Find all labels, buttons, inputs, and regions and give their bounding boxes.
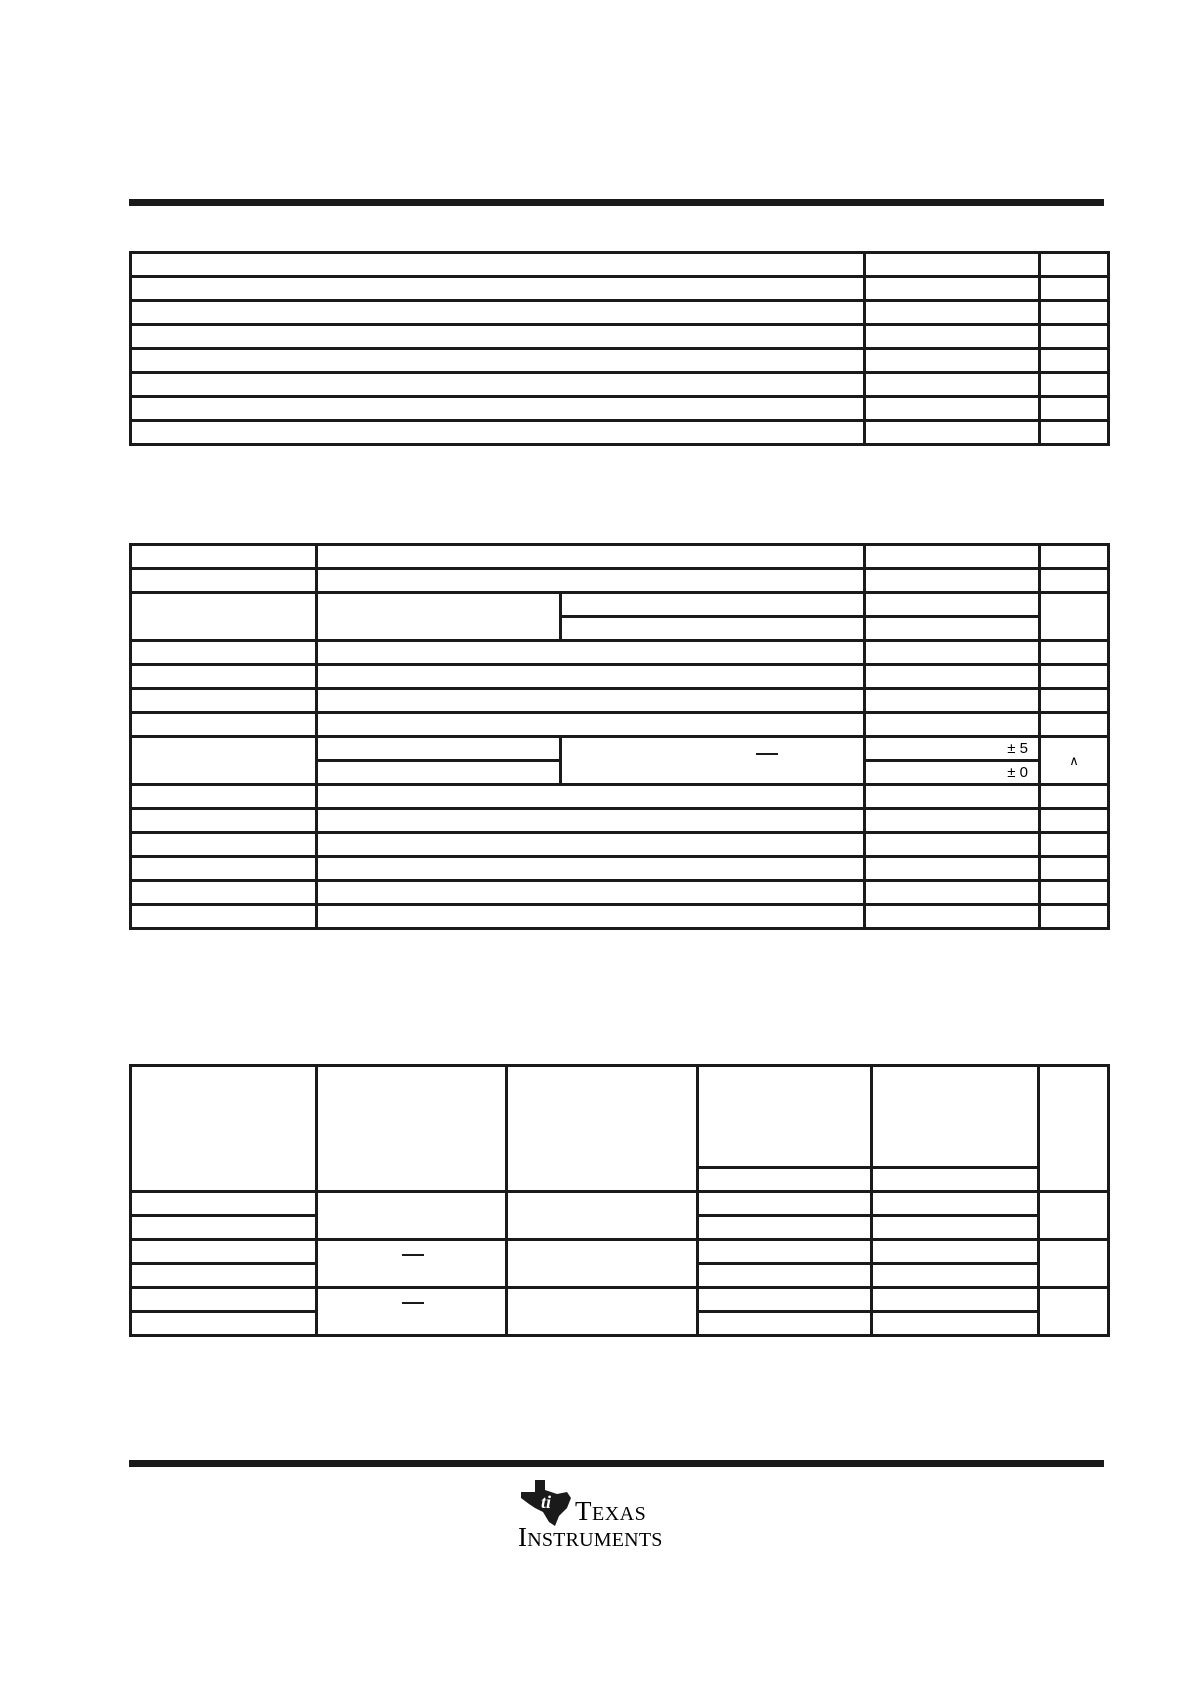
table-row: [131, 905, 1109, 929]
table-row: [131, 1192, 1109, 1216]
table-header-row: [131, 1066, 1109, 1168]
logo-line-texas: TEXAS: [575, 1496, 647, 1526]
value-cell: ± 5: [865, 737, 1040, 761]
overbar-mark: [756, 753, 778, 755]
unit-cell: ∧: [1040, 737, 1109, 785]
table-row: [131, 569, 1109, 593]
table-row: [131, 665, 1109, 689]
table-row: [131, 881, 1109, 905]
header-rule: [129, 199, 1104, 206]
texas-state-ti-logo-icon: [515, 1478, 577, 1528]
overbar-mark: [402, 1254, 424, 1256]
table-row: [131, 253, 1109, 277]
ti-logo: [515, 1478, 720, 1550]
overbar-mark: [402, 1302, 424, 1304]
table-row: [131, 421, 1109, 445]
footer-rule: [129, 1460, 1104, 1467]
table-row: [131, 737, 1109, 761]
table-row: [131, 373, 1109, 397]
table-row: [131, 1288, 1109, 1312]
svg-text:ti: ti: [541, 1492, 552, 1512]
value-cell: ± 0: [865, 761, 1040, 785]
table-electrical-characteristics: [129, 543, 1110, 930]
table-row: [131, 397, 1109, 421]
table-row: [131, 301, 1109, 325]
table-row: [131, 545, 1109, 569]
table-row: [131, 277, 1109, 301]
table-switching-characteristics: [129, 1064, 1110, 1337]
table-row: [131, 593, 1109, 617]
table-row: [131, 325, 1109, 349]
table-row: [131, 713, 1109, 737]
table-row: [131, 785, 1109, 809]
table-row: [131, 809, 1109, 833]
table-absolute-ratings: [129, 251, 1110, 446]
table-row: [131, 833, 1109, 857]
table-row: [131, 349, 1109, 373]
table-row: [131, 641, 1109, 665]
logo-line-instruments: INSTRUMENTS: [518, 1522, 663, 1552]
table-row: [131, 857, 1109, 881]
table-row: [131, 1240, 1109, 1264]
table-row: [131, 689, 1109, 713]
